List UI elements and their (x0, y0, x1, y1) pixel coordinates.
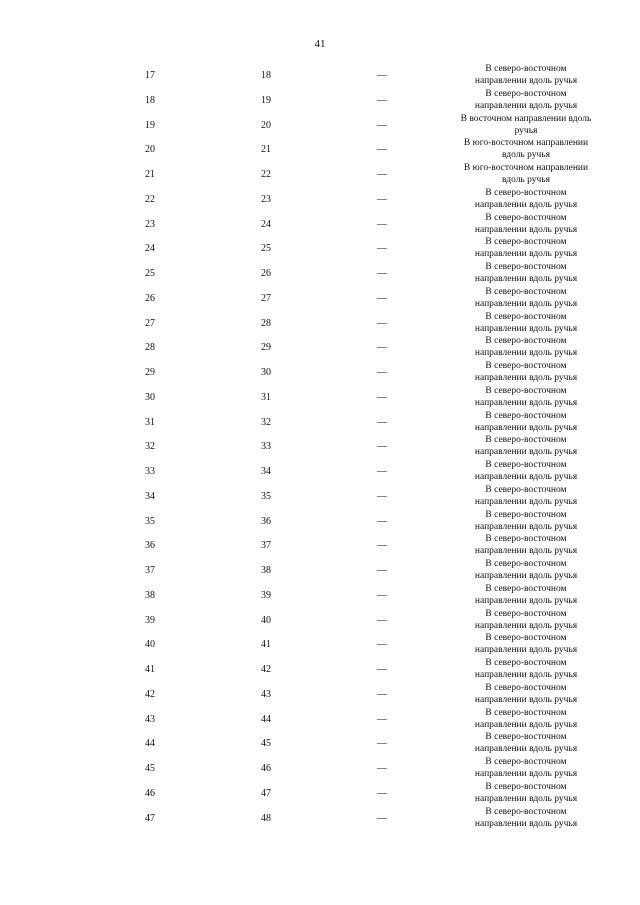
distance-dash-cell: — (377, 70, 387, 81)
table-row (0, 806, 640, 831)
point-to-cell: 29 (261, 342, 271, 354)
direction-description-cell: В северо-восточном направлении вдоль ручья (474, 534, 578, 557)
distance-dash-cell: — (377, 540, 387, 552)
direction-description-cell: В северо-восточном направлении вдоль ручья (474, 361, 578, 383)
table-row (0, 434, 640, 459)
direction-description-cell: В северо-восточном направлении вдоль ручья (474, 460, 578, 482)
table-row (0, 410, 640, 435)
table-row (0, 558, 640, 583)
table-row (0, 311, 640, 336)
point-from-cell: 37 (145, 565, 155, 576)
point-from-cell: 46 (145, 787, 155, 799)
point-from-cell: 18 (145, 94, 155, 106)
direction-description-cell: В северо-восточном направлении вдоль ручья (474, 583, 578, 606)
distance-dash-cell: — (377, 144, 387, 156)
point-to-cell: 42 (261, 664, 271, 675)
distance-dash-cell: — (377, 342, 387, 354)
direction-description-cell: В северо-восточном направлении вдоль ручья (474, 781, 578, 804)
distance-dash-cell: — (377, 292, 387, 304)
table-row (0, 707, 640, 732)
point-from-cell: 28 (145, 342, 155, 354)
point-to-cell: 40 (261, 614, 271, 626)
table-row (0, 509, 640, 534)
point-to-cell: 44 (261, 713, 271, 725)
point-from-cell: 30 (145, 391, 155, 403)
table-row (0, 236, 640, 261)
table-row (0, 187, 640, 212)
point-from-cell: 36 (145, 540, 155, 552)
direction-description-cell: В северо-восточном направлении вдоль ручья (474, 336, 578, 359)
point-to-cell: 38 (261, 565, 271, 576)
point-from-cell: 40 (145, 639, 155, 651)
point-from-cell: 38 (145, 589, 155, 601)
point-from-cell: 41 (145, 664, 155, 675)
distance-dash-cell: — (377, 713, 387, 725)
distance-dash-cell: — (377, 639, 387, 651)
direction-description-cell: В северо-восточном направлении вдоль ручья (474, 633, 578, 656)
distance-dash-cell: — (377, 268, 387, 279)
point-to-cell: 34 (261, 466, 271, 477)
table-row (0, 335, 640, 360)
point-to-cell: 33 (261, 441, 271, 453)
direction-description-cell: В северо-восточном направлении вдоль ручья (474, 435, 578, 458)
point-to-cell: 47 (261, 787, 271, 799)
table-row (0, 632, 640, 657)
table-row (0, 583, 640, 608)
direction-description-cell: В северо-восточном направлении вдоль ручья (474, 559, 578, 581)
distance-dash-cell: — (377, 787, 387, 799)
point-to-cell: 39 (261, 589, 271, 601)
point-from-cell: 42 (145, 688, 155, 700)
point-to-cell: 37 (261, 540, 271, 552)
direction-description-cell: В юго-восточном направлении вдоль ручья (463, 138, 589, 161)
distance-dash-cell: — (377, 763, 387, 774)
direction-description-cell: В северо-восточном направлении вдоль ручья (474, 237, 578, 260)
point-from-cell: 45 (145, 763, 155, 774)
direction-description-cell: В северо-восточном направлении вдоль ручья (474, 608, 578, 631)
point-from-cell: 43 (145, 713, 155, 725)
table-row (0, 286, 640, 311)
distance-dash-cell: — (377, 367, 387, 378)
point-to-cell: 26 (261, 268, 271, 279)
distance-dash-cell: — (377, 94, 387, 106)
point-to-cell: 36 (261, 515, 271, 527)
table-row (0, 137, 640, 162)
distance-dash-cell: — (377, 416, 387, 428)
point-from-cell: 25 (145, 268, 155, 279)
point-from-cell: 32 (145, 441, 155, 453)
direction-description-cell: В северо-восточном направлении вдоль ручья (474, 187, 578, 210)
distance-dash-cell: — (377, 243, 387, 255)
distance-dash-cell: — (377, 218, 387, 230)
table-row (0, 162, 640, 187)
point-to-cell: 35 (261, 490, 271, 502)
table-row (0, 459, 640, 484)
table-row (0, 113, 640, 138)
point-from-cell: 44 (145, 738, 155, 750)
direction-description-cell: В северо-восточном направлении вдоль ручья (474, 658, 578, 680)
table-row (0, 360, 640, 385)
point-to-cell: 31 (261, 391, 271, 403)
direction-description-cell: В северо-восточном направлении вдоль ручья (474, 286, 578, 309)
point-to-cell: 22 (261, 169, 271, 180)
table-row (0, 657, 640, 682)
direction-description-cell: В северо-восточном направлении вдоль ручья (474, 385, 578, 408)
point-from-cell: 31 (145, 416, 155, 428)
point-from-cell: 47 (145, 812, 155, 824)
point-to-cell: 46 (261, 763, 271, 774)
distance-dash-cell: — (377, 466, 387, 477)
direction-description-cell: В северо-восточном направлении вдоль ручья (474, 806, 578, 829)
direction-description-cell: В северо-восточном направлении вдоль ручья (474, 88, 578, 111)
direction-description-cell: В северо-восточном направлении вдоль ручья (474, 682, 578, 705)
distance-dash-cell: — (377, 664, 387, 675)
table-row (0, 781, 640, 806)
point-to-cell: 43 (261, 688, 271, 700)
distance-dash-cell: — (377, 490, 387, 502)
point-from-cell: 33 (145, 466, 155, 477)
point-from-cell: 35 (145, 515, 155, 527)
distance-dash-cell: — (377, 193, 387, 205)
table-row (0, 533, 640, 558)
point-to-cell: 25 (261, 243, 271, 255)
distance-dash-cell: — (377, 391, 387, 403)
page-number: 41 (314, 38, 326, 50)
point-to-cell: 41 (261, 639, 271, 651)
distance-dash-cell: — (377, 614, 387, 626)
distance-dash-cell: — (377, 589, 387, 601)
direction-description-cell: В северо-восточном направлении вдоль ручья (474, 64, 578, 86)
point-from-cell: 29 (145, 367, 155, 378)
table-row (0, 212, 640, 237)
point-from-cell: 21 (145, 169, 155, 180)
point-to-cell: 27 (261, 292, 271, 304)
direction-description-cell: В восточном направлении вдоль ручья (460, 113, 592, 136)
point-to-cell: 28 (261, 317, 271, 329)
distance-dash-cell: — (377, 515, 387, 527)
table-row (0, 484, 640, 509)
direction-description-cell: В северо-восточном направлении вдоль ручья (474, 484, 578, 507)
distance-dash-cell: — (377, 688, 387, 700)
point-from-cell: 19 (145, 119, 155, 131)
distance-dash-cell: — (377, 565, 387, 576)
table-row (0, 682, 640, 707)
boundary-table (0, 63, 640, 830)
direction-description-cell: В северо-восточном направлении вдоль ручья (474, 262, 578, 284)
point-from-cell: 26 (145, 292, 155, 304)
direction-description-cell: В юго-восточном направлении вдоль ручья (463, 163, 589, 185)
point-to-cell: 23 (261, 193, 271, 205)
direction-description-cell: В северо-восточном направлении вдоль ручья (474, 757, 578, 779)
table-row (0, 385, 640, 410)
point-from-cell: 39 (145, 614, 155, 626)
point-to-cell: 19 (261, 94, 271, 106)
table-row (0, 88, 640, 113)
distance-dash-cell: — (377, 441, 387, 453)
distance-dash-cell: — (377, 317, 387, 329)
point-to-cell: 30 (261, 367, 271, 378)
distance-dash-cell: — (377, 812, 387, 824)
direction-description-cell: В северо-восточном направлении вдоль ручья (474, 732, 578, 755)
direction-description-cell: В северо-восточном направлении вдоль ручья (474, 410, 578, 433)
direction-description-cell: В северо-восточном направлении вдоль ручья (474, 707, 578, 730)
distance-dash-cell: — (377, 169, 387, 180)
table-row (0, 731, 640, 756)
direction-description-cell: В северо-восточном направлении вдоль ручья (474, 212, 578, 235)
direction-description-cell: В северо-восточном направлении вдоль ручья (474, 509, 578, 532)
point-to-cell: 24 (261, 218, 271, 230)
point-from-cell: 27 (145, 317, 155, 329)
table-row (0, 261, 640, 286)
distance-dash-cell: — (377, 738, 387, 750)
point-to-cell: 21 (261, 144, 271, 156)
table-row (0, 63, 640, 88)
point-to-cell: 32 (261, 416, 271, 428)
point-from-cell: 34 (145, 490, 155, 502)
point-to-cell: 45 (261, 738, 271, 750)
point-from-cell: 23 (145, 218, 155, 230)
direction-description-cell: В северо-восточном направлении вдоль ручья (474, 311, 578, 334)
distance-dash-cell: — (377, 119, 387, 131)
point-to-cell: 20 (261, 119, 271, 131)
table-row (0, 756, 640, 781)
point-from-cell: 20 (145, 144, 155, 156)
point-from-cell: 17 (145, 70, 155, 81)
point-to-cell: 48 (261, 812, 271, 824)
table-row (0, 608, 640, 633)
point-to-cell: 18 (261, 70, 271, 81)
point-from-cell: 22 (145, 193, 155, 205)
point-from-cell: 24 (145, 243, 155, 255)
